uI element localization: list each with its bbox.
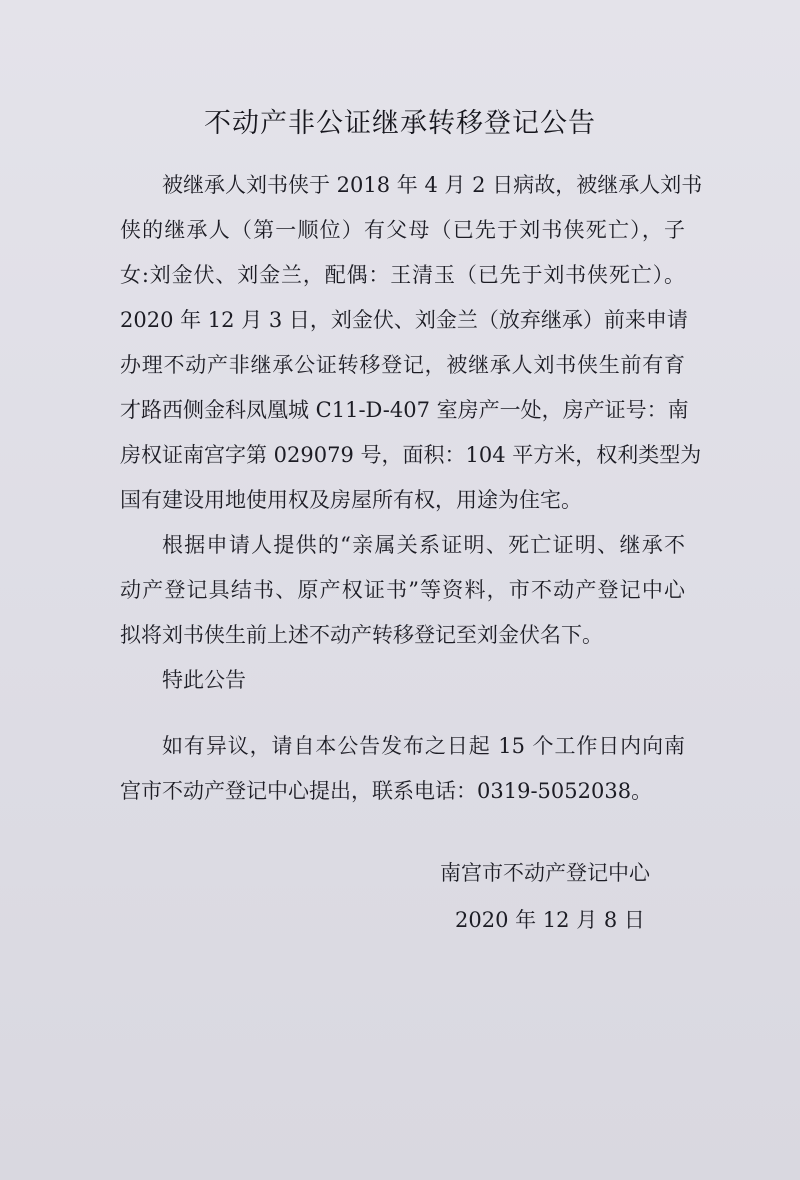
body-line: 根据申请人提供的“亲属关系证明、死亡证明、继承不	[162, 533, 685, 557]
body-line: 国有建设用地使用权及房屋所有权，用途为住宅。	[120, 488, 582, 512]
body-line: 如有异议，请自本公告发布之日起 15 个工作日内向南	[162, 734, 685, 758]
signature-org: 南宫市不动产登记中心	[440, 861, 650, 885]
body-line: 女:刘金伏、刘金兰，配偶：王清玉（已先于刘书侠死亡）。	[120, 263, 685, 287]
body-line: 才路西侧金科凤凰城 C11-D-407 室房产一处，房产证号：南	[120, 398, 689, 422]
body-line: 宫市不动产登记中心提出，联系电话：0319-5052038。	[120, 779, 653, 803]
body-line: 被继承人刘书侠于 2018 年 4 月 2 日病故，被继承人刘书	[162, 173, 703, 197]
body-line: 侠的继承人（第一顺位）有父母（已先于刘书侠死亡），子	[120, 218, 685, 242]
body-line: 办理不动产非继承公证转移登记，被继承人刘书侠生前有育	[120, 353, 685, 377]
body-line: 2020 年 12 月 3 日，刘金伏、刘金兰（放弃继承）前来申请	[120, 308, 688, 332]
body-line: 动产登记具结书、原产权证书”等资料，市不动产登记中心	[120, 578, 685, 602]
notice-title: 不动产非公证继承转移登记公告	[204, 108, 596, 139]
closing-phrase: 特此公告	[162, 668, 246, 692]
signature-date: 2020 年 12 月 8 日	[455, 908, 645, 932]
body-line: 房权证南宫字第 029079 号，面积：104 平方米，权利类型为	[120, 443, 702, 467]
body-line: 拟将刘书侠生前上述不动产转移登记至刘金伏名下。	[120, 623, 603, 647]
